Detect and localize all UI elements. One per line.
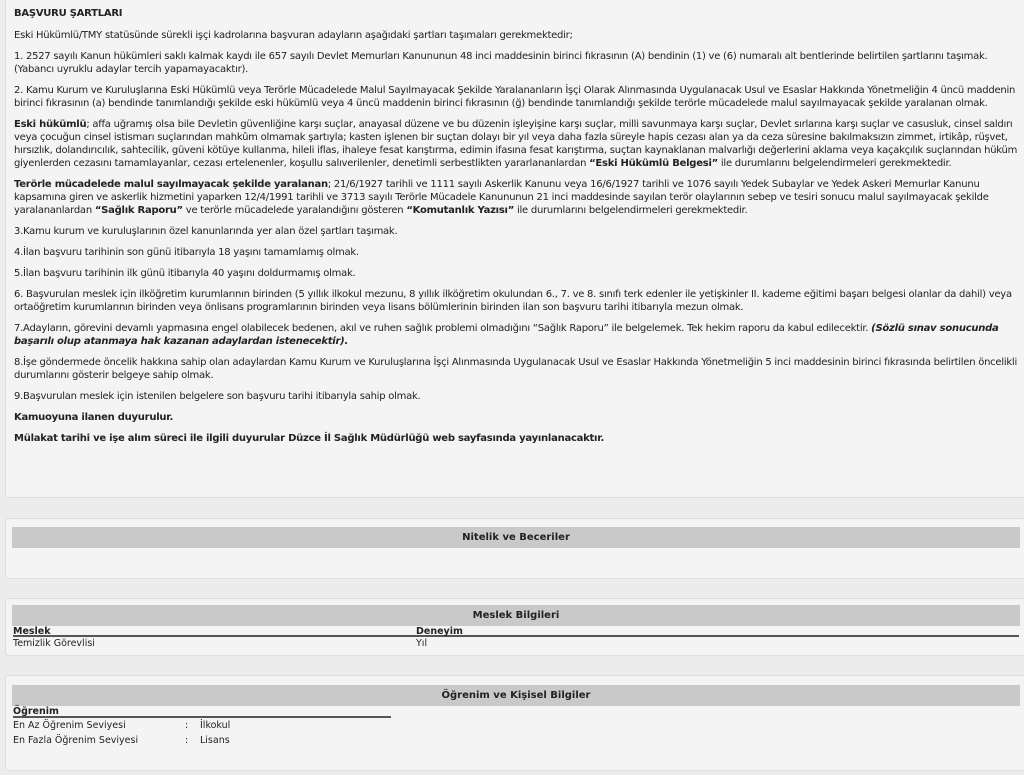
bold-text: Eski hükümlü bbox=[14, 119, 87, 130]
separator: : bbox=[185, 735, 189, 746]
requirements-intro: Eski Hükümlü/TMY statüsünde sürekli işçi kadrolarına başvuran adayların aşağıdaki şartları taşımaları gerekmektedir; bbox=[14, 30, 573, 41]
separator: : bbox=[185, 720, 189, 731]
eski-hukumlu-definition bbox=[14, 118, 1024, 170]
text: 7.Adayların, görevini devamlı yapmasına engel olabilecek bedenen, akıl ve ruhen sağlık problemi olmadığını “Sağlık Raporu” ile belgelemek. Tek hekim raporu da kabul edilecektir. bbox=[14, 323, 872, 334]
text: ; affa uğramış olsa bile Devletin güvenliğine karşı suçlar, anayasal düzene ve bu düzenin işleyişine karşı suçlar, milli savunmaya karşı suçlar, Devlet sırlarına karşı suçlar ve casusluk, cinsel saldırı veya çocuğun cinsel istismarı suçlarından mahkûm olmamak şartıyla; kasten işlenen bir suçtan dolayı bir yıl veya daha fazla süreyle hapis cezası alan ya da ceza süresine bakılmaksızın zimmet, irtikâp, rüşvet, hırsızlık, dolandırıcılık, sahtecilik, güveni kötüye kullanma, hileli iflas, ihaleye fesat karıştırma, edimin ifasına fesat karıştırma, suçtan kaynaklanan malvarlığı değerlerini aklama veya kaçakçılık suçlarından hüküm giyenlerden cezasını tamamlayanlar, cezası ertelenenler, koşullu salıverilenler, denetimli serbestlikten yararlananlardan bbox=[14, 119, 1018, 169]
requirement-9: 9.Başvurulan meslek için istenilen belgelere son başvuru tarihi itibarıyla sahip olmak. bbox=[14, 391, 421, 402]
field-label: En Fazla Öğrenim Seviyesi bbox=[13, 735, 139, 746]
text: ile durumlarını belgelendirmeleri gerekmektedir. bbox=[717, 158, 952, 169]
cell-meslek: Temizlik Görevlisi bbox=[13, 638, 95, 649]
cell-deneyim: Yıl bbox=[416, 638, 428, 649]
requirement-5: 5.İlan başvuru tarihinin ilk günü itibarıyla 40 yaşını doldurmamış olmak. bbox=[14, 268, 356, 279]
interview-notice: Mülakat tarihi ve işe alım süreci ile ilgili duyurular Düzce İl Sağlık Müdürlüğü web sayfasında yayınlanacaktır. bbox=[14, 433, 605, 444]
education-table bbox=[13, 706, 391, 748]
requirements-panel bbox=[5, 0, 1024, 498]
profession-header: Meslek Bilgileri bbox=[12, 605, 1020, 626]
requirement-2: 2. Kamu Kurum ve Kuruluşlarına Eski Hükümlü veya Terörle Mücadelede Malul Sayılmayacak Şekilde Yaralananların İşçi Olarak Alınmasında Uygulanacak Usul ve Esaslar Hakkında Yönetmeliğin 4 üncü maddenin birinci fıkrasının (a) bendinde tanımlandığı şekilde eski hükümlü veya 4 üncü maddenin birinci fıkrasının (ğ) bendinde tanımlandığı şekilde terörle mücadelede malul sayılmayacak şekilde yaralanan olmak. bbox=[14, 85, 1016, 109]
requirements-title: BAŞVURU ŞARTLARI bbox=[14, 8, 123, 19]
bold-text: Terörle mücadelede malul sayılmayacak şekilde yaralanan bbox=[14, 179, 328, 190]
requirement-3: 3.Kamu kurum ve kuruluşlarının özel kanunlarında yer alan özel şartları taşımak. bbox=[14, 226, 398, 237]
text: ve terörle mücadelede yaralandığını gösteren bbox=[182, 205, 407, 216]
education-header: Öğrenim ve Kişisel Bilgiler bbox=[12, 685, 1020, 706]
requirement-4: 4.İlan başvuru tarihinin son günü itibarıyla 18 yaşını tamamlamış olmak. bbox=[14, 247, 359, 258]
list-item bbox=[13, 718, 391, 733]
bold-text: “Sağlık Raporu” bbox=[94, 205, 183, 216]
bold-italic-text: (Sözlü sınav sonucunda başarılı olup atanmaya hak kazanan adaylardan istenecektir). bbox=[14, 323, 999, 347]
requirement-6: 6. Başvurulan meslek için ilköğretim kurumlarının birinden (5 yıllık ilkokul mezunu, 8 yıllık ilköğretim okulundan 6., 7. ve 8. sınıfı terk edenler ile yetişkinler II. kademe eğitimi başarı belgesi olanlar da dahil) veya ortaöğretim kurumlarının birinden veya önlisans programlarının birinden veya lisans bölümlerinin birinden ilan son başvuru tarihi itibarıyla mezun olmak. bbox=[14, 289, 1012, 313]
bold-text: “Komutanlık Yazısı” bbox=[406, 205, 515, 216]
field-value: İlkokul bbox=[200, 720, 231, 731]
education-panel bbox=[5, 675, 1024, 771]
field-label: En Az Öğrenim Seviyesi bbox=[13, 720, 126, 731]
table-header-row bbox=[13, 626, 1019, 637]
requirement-8: 8.İşe göndermede öncelik hakkına sahip olan adaylardan Kamu Kurum ve Kuruluşlarına İşçi Alınmasında Uygulanacak Usul ve Esaslar Hakkında Yönetmeliğin 5 inci maddesinin birinci fıkrasında belirtilen öncelikli durumlarını gösterir belgeye sahip olmak. bbox=[14, 357, 1017, 381]
text: ; 21/6/1927 tarihli ve 1111 sayılı Askerlik Kanunu veya 16/6/1927 tarihli ve 1076 sayılı Yedek Subaylar ve Yedek Askeri Memurlar Kanunu kapsamına giren ve askerlik hizmetini yaparken 12/4/1991 tarihli ve 3713 sayılı Terörle Mücadele Kanununun 21 inci maddesinde sayılan terör olaylarının sebep ve tesiri sonucu malul sayılmayacak şekilde yaralananlardan bbox=[14, 179, 989, 216]
skills-panel bbox=[5, 518, 1024, 579]
teror-definition bbox=[14, 178, 1024, 217]
column-header-deneyim: Deneyim bbox=[416, 626, 463, 637]
table-row bbox=[13, 637, 1019, 650]
bold-text: “Eski Hükümlü Belgesi” bbox=[589, 158, 718, 169]
field-value: Lisans bbox=[200, 735, 230, 746]
requirement-1: 1. 2527 sayılı Kanun hükümleri saklı kalmak kaydı ile 657 sayılı Devlet Memurları Kanununun 48 inci maddesinin birinci fıkrasının (A) bendinin (1) ve (6) numaralı alt bentlerinde belirtilen şartlarını taşımak. (Yabancı uyruklu adaylar tercih yapamayacaktır). bbox=[14, 51, 988, 75]
skills-header: Nitelik ve Beceriler bbox=[12, 527, 1020, 548]
announcement: Kamuoyuna ilanen duyurulur. bbox=[14, 412, 174, 423]
profession-panel bbox=[5, 598, 1024, 656]
column-header-meslek: Meslek bbox=[13, 626, 51, 637]
requirement-7 bbox=[14, 322, 1024, 348]
profession-table bbox=[13, 626, 1019, 650]
text: ile durumlarını belgelendirmeleri gerekmektedir. bbox=[514, 205, 748, 216]
list-item bbox=[13, 733, 391, 748]
education-subheader: Öğrenim bbox=[13, 706, 391, 718]
